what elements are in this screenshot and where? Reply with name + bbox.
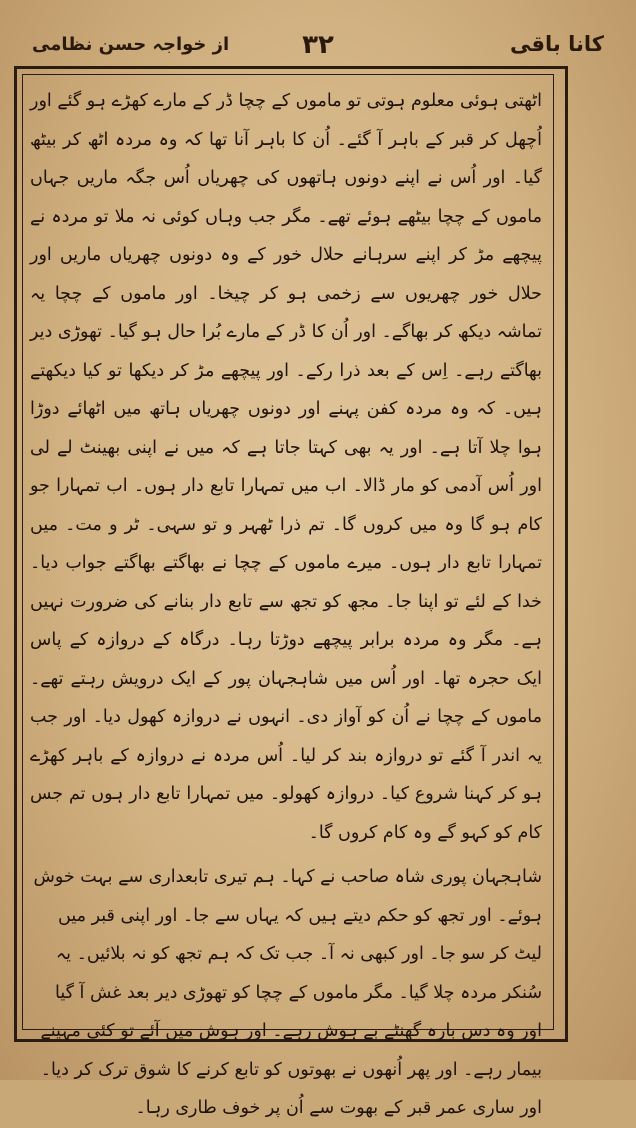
author-line: از خواجہ حسن نظامی [32, 34, 230, 55]
paragraph-1: اٹھتی ہوئی معلوم ہوتی تو ماموں کے چچا ڈر کے مارے کھڑے ہو گئے اور اُچھل کر قبر کے باہر آ گئے۔ اُن کا باہر آنا تھا کہ وہ مردہ اٹھ کر بیٹھ گیا۔ اور اُس نے اپنے دونوں ہاتھوں کی چھریاں اُس جگہ ماریں جہاں ماموں کے چچا بیٹھے ہوئے تھے۔ مگر جب وہاں کوئی نہ ملا تو مردہ نے پیچھے مڑ کر اپنے سرہانے حلال خور کے وہ دونوں چھریاں ماریں اور حلال خور چھریوں سے زخمی ہو کر چیخا۔ اور ماموں کے چچا یہ تماشہ دیکھ کر بھاگے۔ اور اُن کا ڈر کے مارے بُرا حال ہو گیا۔ تھوڑی دیر بھاگتے رہے۔ اِس کے بعد ذرا رکے۔ اور پیچھے مڑ کر دیکھا تو کیا دیکھتے ہیں۔ کہ وہ مردہ کفن پہنے اور دونوں چھریاں ہاتھ میں اٹھائے دوڑا ہوا چلا آتا ہے۔ اور یہ بھی کہتا جاتا ہے کہ میں نے اپنی بھینٹ لے لی اور اُس آدمی کو مار ڈالا۔ اب میں تمہارا تابع دار ہوں۔ اب تمہارا جو کام ہو گا وہ میں کروں گا۔ تم ذرا ٹھہر و تو سہی۔ ٹر و مت۔ میں تمہارا تابع دار ہوں۔ میرے ماموں کے چچا نے بھاگتے بھاگتے جواب دیا۔ خدا کے لئے تو اپنا جا۔ مجھ کو تجھ سے تابع دار بنانے کی ضرورت نہیں ہے۔ مگر وہ مردہ برابر پیچھے دوڑتا رہا۔ درگاہ کے دروازہ کے پاس ایک حجرہ تھا۔ اور اُس میں شاہجہان پور کے ایک درویش رہتے تھے۔ ماموں کے چچا نے اُن کو آواز دی۔ انہوں نے دروازہ کھول دیا۔ اور جب یہ اندر آ گئے تو دروازہ بند کر لیا۔ اُس مردہ نے دروازہ کے باہر کھڑے ہو کر کہنا شروع کیا۔ دروازہ کھولو۔ میں تمہارا تابع دار ہوں تم جس کام کو کہو گے وہ کام کروں گا۔ [30, 91, 542, 843]
page-number: ۳۲ [302, 30, 334, 60]
book-title: کانا باقی [510, 32, 604, 56]
body-text [30, 82, 542, 1128]
page-header [28, 30, 608, 64]
paragraph-2: شاہجہان پوری شاہ صاحب نے کہا۔ ہم تیری تابعداری سے بہت خوش ہوئے۔ اور تجھ کو حکم دیتے ہیں کہ یہاں سے جا۔ اور اپنی قبر میں لیٹ کر سو جا۔ اور کبھی نہ آ۔ جب تک کہ ہم تجھ کو نہ بلائیں۔ یہ سُنکر مردہ چلا گیا۔ مگر ماموں کے چچا کو تھوڑی دیر بعد غش آ گیا اور وہ دس بارہ گھنٹے بے ہوش رہے۔ اور ہوش میں آئے تو کئی مہینے بیمار رہے۔ اور پھر اُنھوں نے بھوتوں کو تابع کرنے کا شوق ترک کر دیا۔ اور ساری عمر قبر کے بھوت سے اُن پر خوف طاری رہا۔ [33, 867, 542, 1118]
